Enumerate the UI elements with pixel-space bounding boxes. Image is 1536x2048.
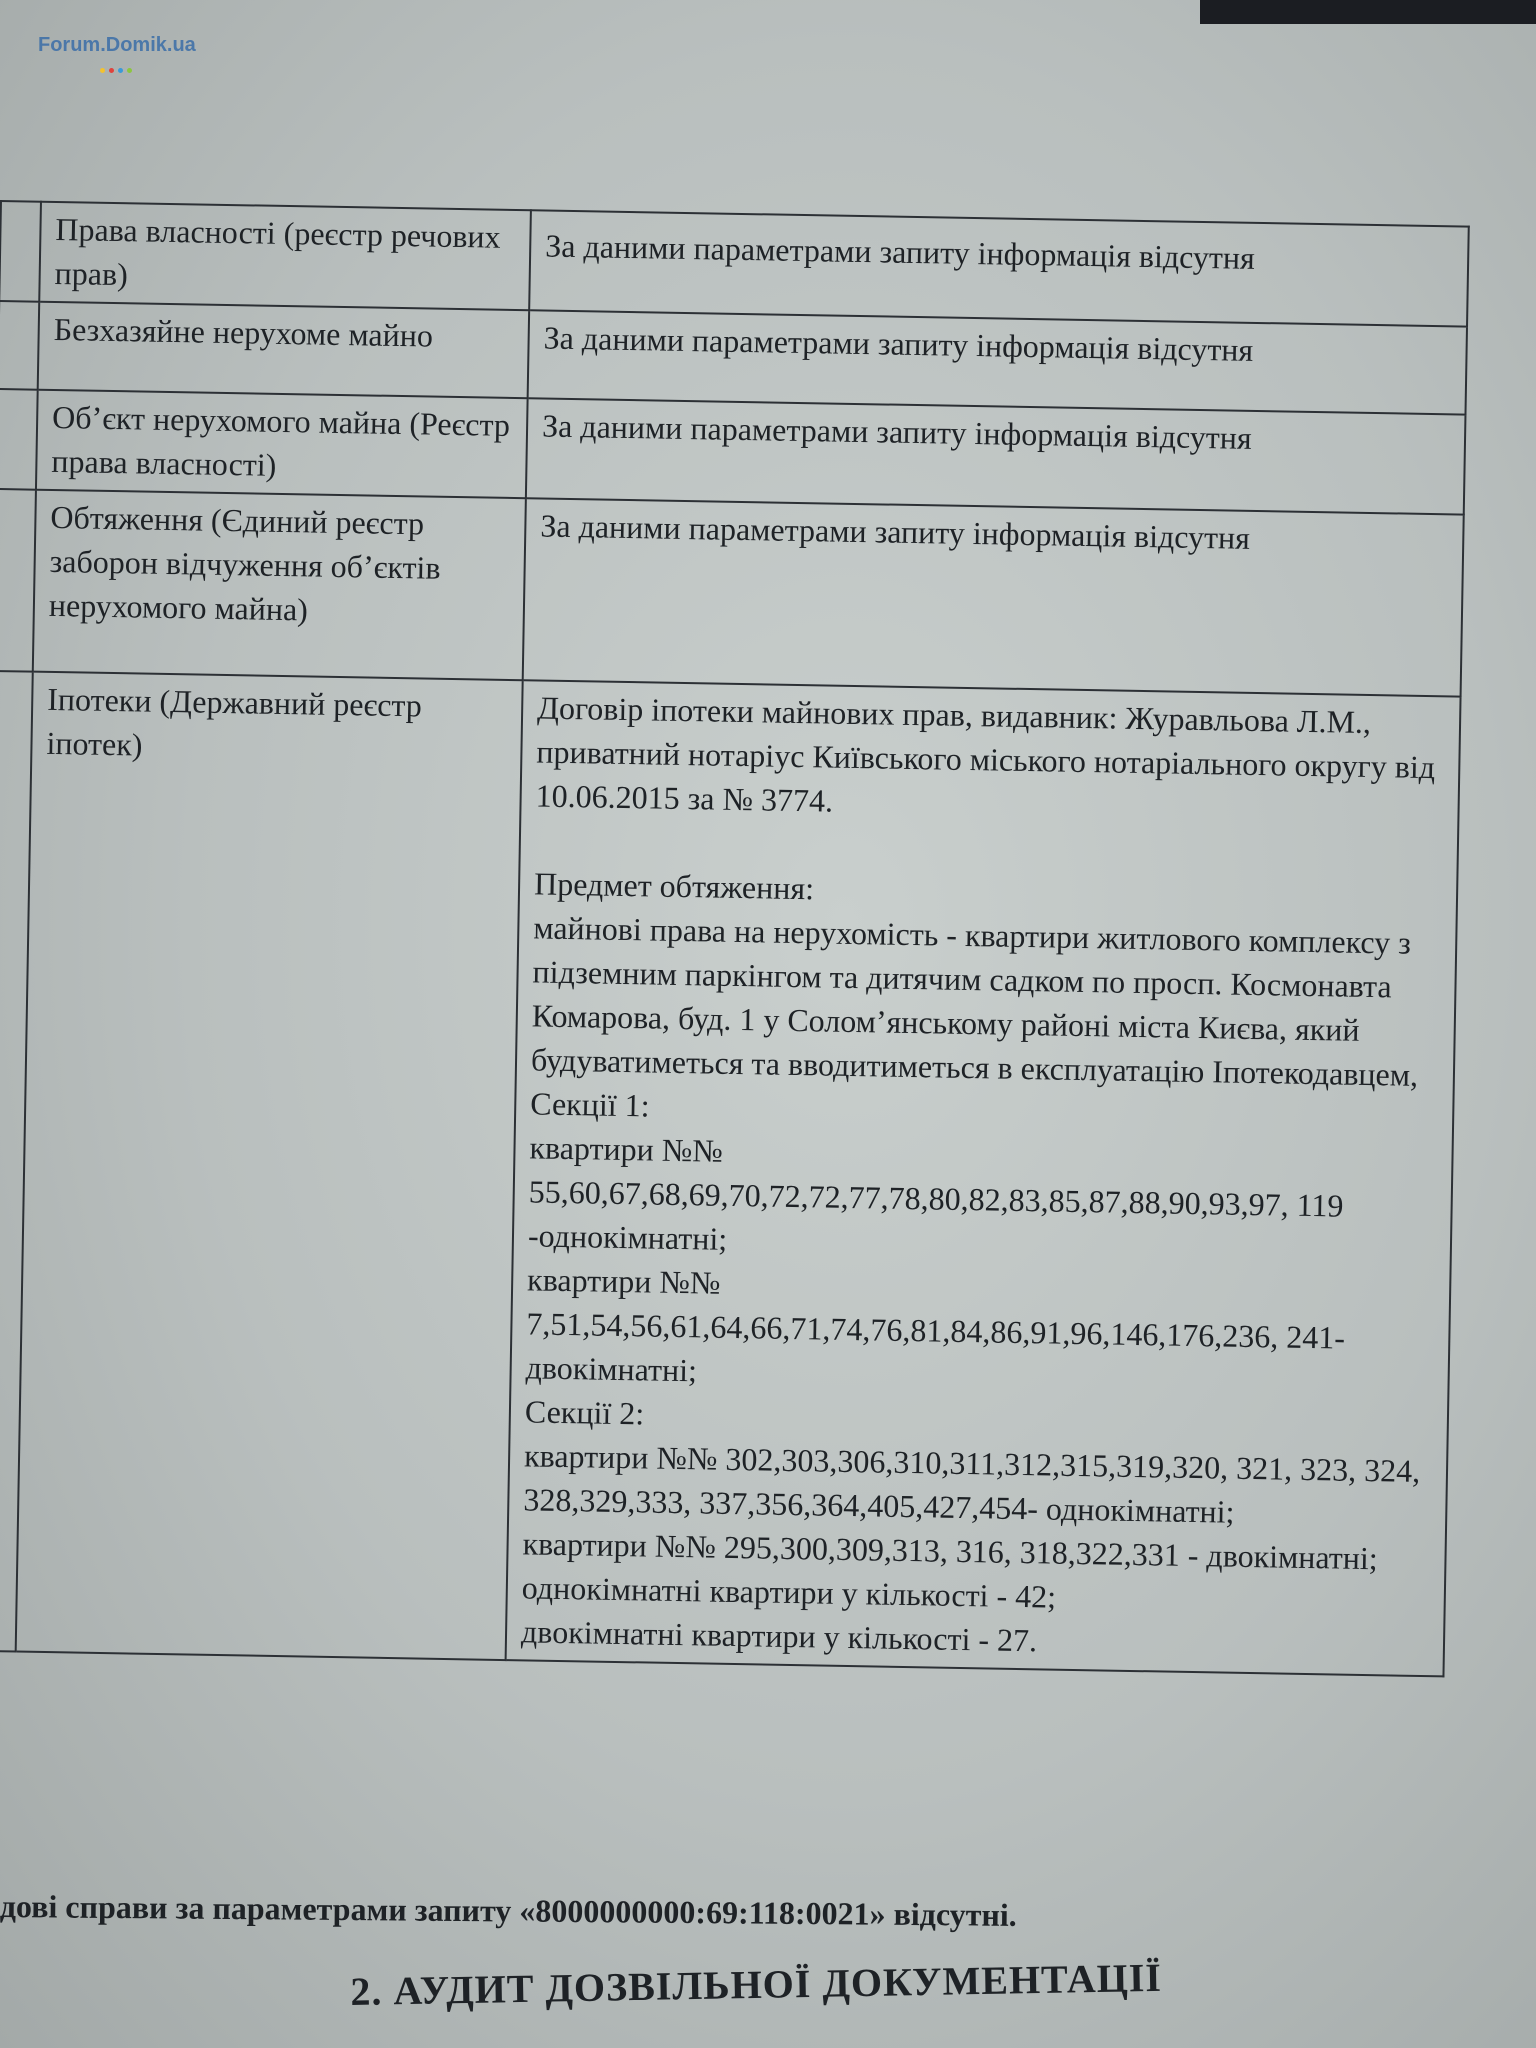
section1-heading: Секції 1: xyxy=(530,1085,650,1124)
row-value xyxy=(528,310,1467,414)
total-one-room: однокімнатні квартири у кількості - 42; xyxy=(521,1569,1057,1615)
table-cell-edge xyxy=(0,389,38,490)
row-label: Об’єкт нерухомого майна (Реєстр права власності) xyxy=(36,390,528,499)
document-page xyxy=(0,200,1470,1677)
row-value-text: За даними параметрами запиту інформація відсутня xyxy=(541,407,1252,456)
section2-one-room: квартири №№ 302,303,306,310,311,312,315,319,320, 321, 323, 324, 328,329,333, 337,356,364,405,427,454- однокімнатні; xyxy=(523,1437,1421,1530)
mortgage-contract: Договір іпотеки майнових прав, видавник: Журавльова Л.М., приватний нотаріус Київського міського нотаріального округу від 10.06.2015 за № 3774. xyxy=(535,689,1436,819)
row-value xyxy=(526,398,1466,514)
total-two-room: двокімнатні квартири у кількості - 27. xyxy=(520,1613,1038,1659)
watermark-dots xyxy=(100,60,136,78)
watermark-dot xyxy=(109,68,114,73)
table-row xyxy=(0,489,1464,697)
watermark-logo: Forum.Domik.ua xyxy=(38,34,196,56)
row-label: Іпотеки (Державний реєстр іпотек) xyxy=(16,672,523,1660)
subject-text: майнові права на нерухомість - квартири житлового комплексу з підземним паркінгом та дитячим садком по просп. Космонавта Комарова, буд. 1 у Солом’янському районі міста Києва, який будуватиметься та вводитиметься в експлуатацію Іпотекодавцем, xyxy=(530,909,1419,1093)
section2-two-room: квартири №№ 295,300,309,313, 316, 318,322,331 - двокімнатні; xyxy=(522,1525,1379,1577)
table-cell-edge xyxy=(0,489,36,672)
section2-heading: Секції 2: xyxy=(524,1393,645,1432)
table-cell-edge xyxy=(0,301,39,390)
row-label: Обтяження (Єдиний реєстр заборон відчуження об’єктів нерухомого майна) xyxy=(33,490,526,681)
section-title: 2. АУДИТ ДОЗВІЛЬНОЇ ДОКУМЕНТАЦІЇ xyxy=(350,1954,1163,2014)
mortgage-details xyxy=(506,680,1461,1676)
section1-two-room: 7,51,54,56,61,64,66,71,74,76,81,84,86,91,96,146,176,236, 241- двокімнатні; xyxy=(525,1305,1346,1389)
row-value xyxy=(529,210,1469,326)
subject-heading: Предмет обтяження: xyxy=(533,865,815,907)
row-label: Безхазяйне нерухоме майно xyxy=(38,302,529,399)
row-value-text: За даними параметрами запиту інформація відсутня xyxy=(543,319,1254,368)
watermark-dot xyxy=(127,68,132,73)
row-value-text: За даними параметрами запиту інформація відсутня xyxy=(540,507,1251,556)
row-value xyxy=(523,498,1464,696)
registry-table xyxy=(0,200,1470,1677)
section1-two-room-label: квартири №№ xyxy=(526,1261,721,1301)
row-label: Права власності (реєстр речових прав) xyxy=(39,202,531,311)
background-corner xyxy=(1200,0,1536,24)
table-row-mortgage xyxy=(0,671,1461,1676)
watermark-dot xyxy=(100,68,105,73)
watermark-dot xyxy=(118,68,123,73)
section1-one-room: 55,60,67,68,69,70,72,72,77,78,80,82,83,85,87,88,90,93,97, 119 -однокімнатні; xyxy=(527,1173,1344,1257)
court-cases-note: дові справи за параметрами запиту «8000000000:69:118:0021» відсутні. xyxy=(0,1888,1017,1933)
row-value-text: За даними параметрами запиту інформація відсутня xyxy=(544,227,1256,276)
section1-one-room-label: квартири №№ xyxy=(529,1129,724,1169)
table-cell-edge xyxy=(0,201,41,302)
